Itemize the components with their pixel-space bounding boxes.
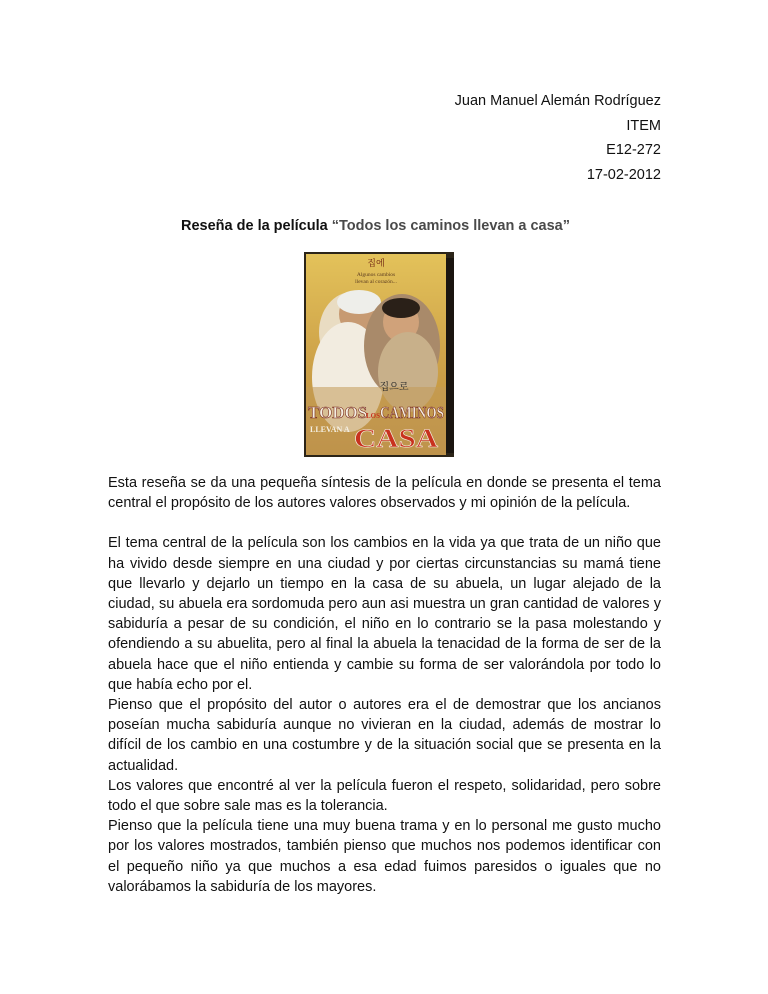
poster-korean-title: 집에 xyxy=(367,259,385,269)
poster-title-casa: CASA xyxy=(354,424,439,453)
poster-tagline-1: Algunos cambios xyxy=(356,272,396,278)
review-title-prefix: Reseña de la película xyxy=(181,218,332,234)
poster-spine xyxy=(446,258,454,453)
paragraph-purpose: Pienso que el propósito del autor o autores era el de demostrar que los ancianos poseían mucha sabiduría aunque no vivieran en la ciudad, además de mostrar lo difícil de los cambio en una costumbre y de la situación social que se presenta en la actualidad. xyxy=(108,697,661,774)
paragraph-central-theme: El tema central de la película son los cambios en la vida ya que trata de un niño que ha vivido desde siempre en una ciudad y por ciertas circunstancias su mamá tiene que llevarlo y dejarlo un tiempo en la casa de su abuela, un lugar alejado de la ciudad, su abuela era sordomuda pero aun asi muestra un gran cantidad de valores y sabiduría a pesar de su condición, el niño en lo contrario se la pasa molestando y ofendiendo a su abuelita, pero al final la abuela la tenacidad de la forma de ser de la abuela hace que el niño entienda y cambie su forma de ser valorándola por todo lo que había echo por el. xyxy=(108,535,661,693)
group-code: E12-272 xyxy=(606,142,661,158)
paragraph-opinion: Pienso que la película tiene una muy buena trama y en lo personal me gusto mucho por los valores mostrados, también pienso que muchos nos podemos identificar con el pequeño niño ya que muchos a esa edad fuimos paresidos o iguales que no valorábamos la sabiduría de los mayores. xyxy=(108,818,661,895)
poster-title-llevan: LLEVAN A xyxy=(310,425,350,434)
review-title-film: “Todos los caminos llevan a casa” xyxy=(331,218,570,234)
school-name: ITEM xyxy=(626,117,661,134)
header-block xyxy=(455,89,661,187)
poster-tagline-2: llevan al corazón... xyxy=(355,279,397,285)
poster-korean-subtitle: 집으로 xyxy=(379,382,409,393)
poster-title-todos: TODOS xyxy=(308,403,368,422)
paragraph-values: Los valores que encontré al ver la película fueron el respeto, solidaridad, pero sobre todo el que sobre sale mas es la tolerancia. xyxy=(108,777,661,815)
review-title xyxy=(181,218,570,234)
paragraph-intro: Esta reseña se da una pequeña síntesis de la película en donde se presenta el tema central el propósito de los autores valores observados y mi opinión de la película. xyxy=(108,475,661,512)
movie-poster-image xyxy=(304,252,454,457)
poster-title-caminos: CAMINOS xyxy=(380,403,444,422)
poster-title-los: LOS xyxy=(366,412,381,420)
document-date: 17-02-2012 xyxy=(586,166,661,183)
review-body xyxy=(108,473,661,897)
author-name: Juan Manuel Alemán Rodríguez xyxy=(454,93,661,109)
